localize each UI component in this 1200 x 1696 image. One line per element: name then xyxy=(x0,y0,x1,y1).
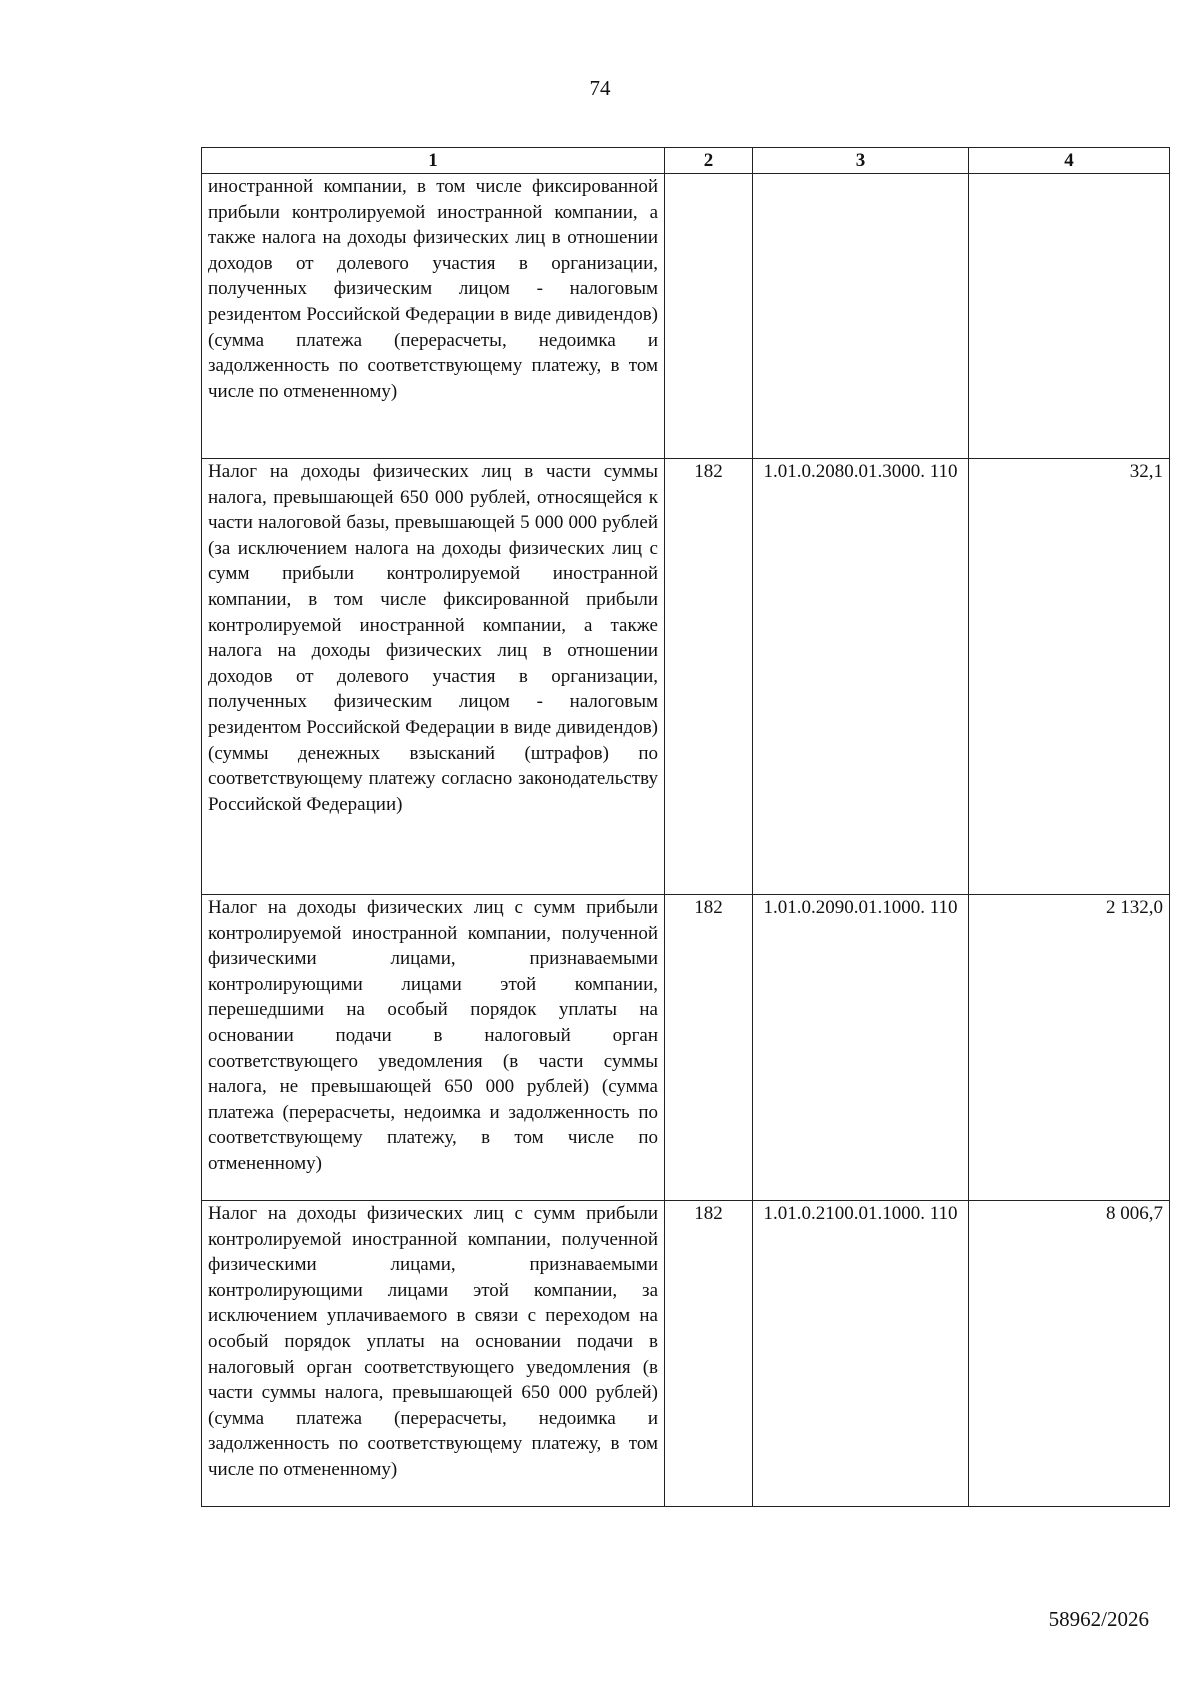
row-amount: 2 132,0 xyxy=(969,895,1170,1201)
table-row xyxy=(202,459,1170,895)
row-kbk-code: 1.01.0.2090.01.1000. 110 xyxy=(753,895,969,1201)
row-admin-code: 182 xyxy=(665,1201,753,1507)
row-description: иностранной компании, в том числе фиксированной прибыли контролируемой иностранной компании, а также налога на доходы физических лиц в отношении доходов от долевого участия в организации, полученных физическим лицом - налоговым резидентом Российской Федерации в виде дивидендов) (сумма платежа (перерасчеты, недоимка и задолженность по соответствующему платежу, в том числе по отмененному) xyxy=(202,174,665,459)
column-header-1: 1 xyxy=(202,148,665,174)
table-row xyxy=(202,174,1170,459)
row-kbk-code xyxy=(753,174,969,459)
row-description: Налог на доходы физических лиц с сумм прибыли контролируемой иностранной компании, полученной физическими лицами, признаваемыми контролирующими лицами этой компании, перешедшими на особый порядок уплаты на основании подачи в налоговый орган соответствующего уведомления (в части суммы налога, не превышающей 650 000 рублей) (сумма платежа (перерасчеты, недоимка и задолженность по соответствующему платежу, в том числе по отмененному) xyxy=(202,895,665,1201)
budget-table xyxy=(201,147,1170,1507)
column-header-4: 4 xyxy=(969,148,1170,174)
row-description: Налог на доходы физических лиц в части суммы налога, превышающей 650 000 рублей, относящейся к части налоговой базы, превышающей 5 000 000 рублей (за исключением налога на доходы физических лиц с сумм прибыли контролируемой иностранной компании, в том числе фиксированной прибыли контролируемой иностранной компании, а также налога на доходы физических лиц в отношении доходов от долевого участия в организации, полученных физическим лицом - налоговым резидентом Российской Федерации в виде дивидендов) (суммы денежных взысканий (штрафов) по соответствующему платежу согласно законодательству Российской Федерации) xyxy=(202,459,665,895)
row-description: Налог на доходы физических лиц с сумм прибыли контролируемой иностранной компании, полученной физическими лицами, признаваемыми контролирующими лицами этой компании, за исключением уплачиваемого в связи с переходом на особый порядок уплаты на основании подачи в налоговый орган соответствующего уведомления (в части суммы налога, превышающей 650 000 рублей) (сумма платежа (перерасчеты, недоимка и задолженность по соответствующему платежу, в том числе по отмененному) xyxy=(202,1201,665,1507)
row-kbk-code: 1.01.0.2100.01.1000. 110 xyxy=(753,1201,969,1507)
document-id: 58962/2026 xyxy=(1048,1607,1149,1631)
row-kbk-code: 1.01.0.2080.01.3000. 110 xyxy=(753,459,969,895)
row-admin-code: 182 xyxy=(665,459,753,895)
row-amount: 32,1 xyxy=(969,459,1170,895)
column-header-3: 3 xyxy=(753,148,969,174)
row-amount: 8 006,7 xyxy=(969,1201,1170,1507)
column-header-2: 2 xyxy=(665,148,753,174)
row-amount xyxy=(969,174,1170,459)
page-number: 74 xyxy=(589,76,611,100)
table-row xyxy=(202,895,1170,1201)
table-header-row xyxy=(202,148,1170,174)
row-admin-code: 182 xyxy=(665,895,753,1201)
table-row xyxy=(202,1201,1170,1507)
row-admin-code xyxy=(665,174,753,459)
